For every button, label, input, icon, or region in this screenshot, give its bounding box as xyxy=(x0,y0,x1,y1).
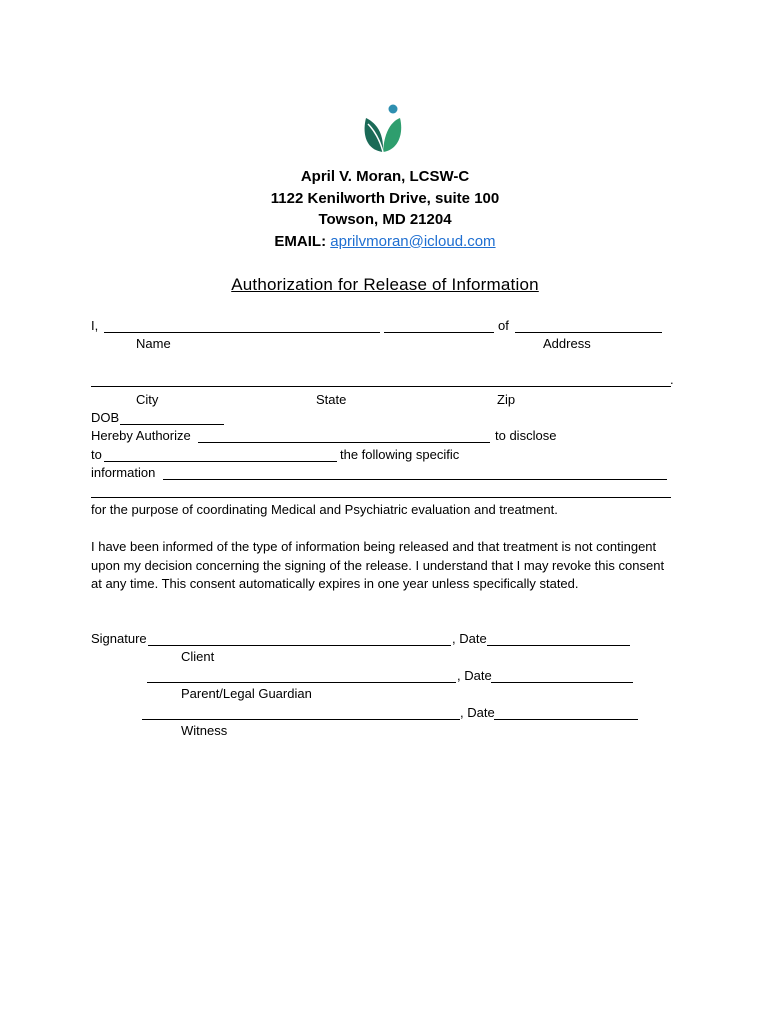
address-field-line[interactable] xyxy=(515,332,662,333)
guardian-date-line[interactable] xyxy=(491,682,633,683)
provider-email-line xyxy=(0,231,770,253)
guardian-signature-line[interactable] xyxy=(147,682,456,683)
leaf-logo-icon xyxy=(360,104,406,154)
to-label: to xyxy=(91,447,102,462)
name-caption: Name xyxy=(136,336,171,351)
consent-paragraph: I have been informed of the type of information being released and that treatment is not contingent upon my decision concerning the signing of the release. I understand that I may revoke this consent at any time. This consent automatically expires in one year unless specifically stated. xyxy=(91,539,665,591)
authorize-label: Hereby Authorize xyxy=(91,428,191,443)
provider-address-line2: Towson, MD 21204 xyxy=(318,211,452,228)
period: . xyxy=(670,372,674,387)
dob-label: DOB xyxy=(91,410,120,425)
city-caption: City xyxy=(136,392,159,407)
guardian-caption: Parent/Legal Guardian xyxy=(181,686,312,701)
client-date-label: , Date xyxy=(452,631,487,646)
information-field-line[interactable] xyxy=(163,479,667,480)
i-label: I, xyxy=(91,318,99,333)
name-field-line[interactable] xyxy=(104,332,380,333)
form-title: Authorization for Release of Information xyxy=(231,275,539,294)
of-label: of xyxy=(498,318,509,333)
witness-signature-line[interactable] xyxy=(142,719,460,720)
client-caption: Client xyxy=(181,649,215,664)
purpose-statement: for the purpose of coordinating Medical and Psychiatric evaluation and treatment. xyxy=(91,502,558,517)
disclose-label: to disclose xyxy=(495,428,557,443)
city-state-zip-line[interactable] xyxy=(91,386,671,387)
client-date-line[interactable] xyxy=(487,645,630,646)
information-field-line-2[interactable] xyxy=(91,497,671,498)
witness-caption: Witness xyxy=(181,723,228,738)
following-label: the following specific xyxy=(340,447,460,462)
guardian-date-label: , Date xyxy=(457,668,492,683)
state-caption: State xyxy=(316,392,347,407)
name-field-line-2[interactable] xyxy=(384,332,494,333)
provider-address-line1: 1122 Kenilworth Drive, suite 100 xyxy=(270,189,500,207)
authorize-field-line[interactable] xyxy=(198,442,490,443)
letterhead xyxy=(0,166,770,252)
provider-name: April V. Moran, LCSW-C xyxy=(300,168,470,185)
client-signature-line[interactable] xyxy=(148,645,451,646)
witness-date-line[interactable] xyxy=(494,719,638,720)
witness-date-label: , Date xyxy=(460,705,495,720)
dob-field-line[interactable] xyxy=(120,424,224,425)
address-caption: Address xyxy=(543,336,591,351)
recipient-field-line[interactable] xyxy=(104,461,337,462)
email-label: EMAIL: xyxy=(274,232,327,250)
signature-label: Signature xyxy=(91,631,147,646)
email-link[interactable]: aprilvmoran@icloud.com xyxy=(330,232,496,250)
zip-caption: Zip xyxy=(497,392,516,407)
information-label: information xyxy=(91,465,156,480)
